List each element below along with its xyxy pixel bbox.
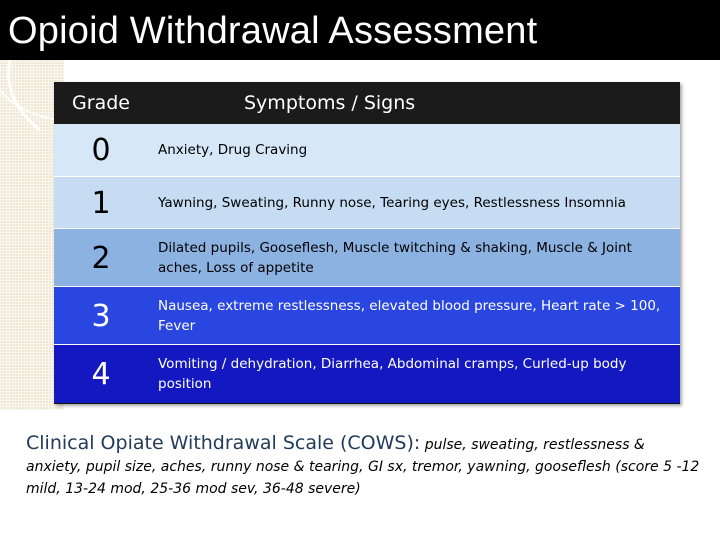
symptoms-cell: Dilated pupils, Gooseflesh, Muscle twitching & shaking, Muscle & Joint aches, Loss of appetite (158, 240, 632, 276)
cows-description: pulse, sweating, restlessness & anxiety, pupil size, aches, runny nose & tearing, GI sx, tremor, yawning, gooseflesh (score 5 -12 mild, 13-24 mod, 25-36 mod sev, 36-48 severe) (26, 437, 700, 497)
symptoms-cell: Anxiety, Drug Craving (158, 142, 308, 158)
slide-title: Opioid Withdrawal Assessment (8, 10, 538, 52)
table-header-row (54, 82, 680, 124)
table-row (54, 286, 680, 345)
symptoms-cell: Vomiting / dehydration, Diarrhea, Abdominal cramps, Curled-up body position (158, 356, 627, 392)
grade-column-header: Grade (72, 92, 130, 114)
table-row (54, 176, 680, 229)
symptoms-cell: Nausea, extreme restlessness, elevated blood pressure, Heart rate > 100, Fever (158, 298, 661, 334)
table-row (54, 228, 680, 287)
grade-cell: 3 (91, 298, 111, 334)
grade-cell: 4 (91, 356, 111, 392)
symptoms-cell: Yawning, Sweating, Runny nose, Tearing eyes, Restlessness Insomnia (158, 195, 626, 211)
grade-table (54, 82, 680, 404)
cows-title: Clinical Opiate Withdrawal Scale (COWS): (26, 432, 421, 454)
table-row (54, 124, 680, 176)
cows-caption (26, 432, 702, 500)
symptoms-column-header: Symptoms / Signs (244, 92, 416, 114)
table-row (54, 344, 680, 403)
grade-cell: 1 (91, 185, 111, 221)
grade-cell: 2 (91, 240, 111, 276)
title-bar (0, 0, 720, 60)
grade-cell: 0 (91, 132, 111, 168)
